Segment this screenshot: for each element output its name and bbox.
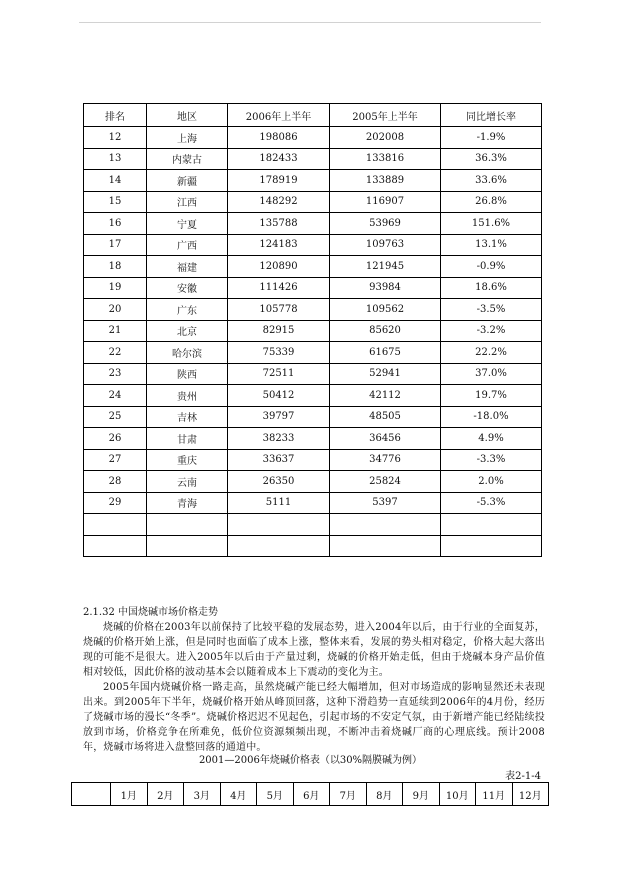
month-cell: 8月 xyxy=(366,783,403,806)
price-table-number: 表2-1-4 xyxy=(505,771,541,782)
month-header-row xyxy=(72,783,549,806)
value-2006-cell: 75339 xyxy=(228,342,330,364)
rank-cell: 29 xyxy=(84,492,147,514)
table-row xyxy=(84,471,542,493)
month-cell: 6月 xyxy=(293,783,330,806)
rank-cell: 17 xyxy=(84,234,147,256)
rank-cell: 20 xyxy=(84,299,147,321)
region-cell: 吉林 xyxy=(147,406,228,428)
yoy-cell: 22.2% xyxy=(441,342,542,364)
table-row xyxy=(84,191,542,213)
yoy-cell: -3.2% xyxy=(441,320,542,342)
yoy-cell: 2.0% xyxy=(441,471,542,493)
rank-cell: 27 xyxy=(84,449,147,471)
value-2005-cell: 133889 xyxy=(330,170,441,192)
yoy-cell: -3.5% xyxy=(441,299,542,321)
ranking-table-body xyxy=(84,127,542,557)
month-cell: 4月 xyxy=(220,783,257,806)
region-cell: 江西 xyxy=(147,191,228,213)
value-2005-cell: 133816 xyxy=(330,148,441,170)
table-row xyxy=(84,256,542,278)
rank-cell: 22 xyxy=(84,342,147,364)
value-2005-cell: 61675 xyxy=(330,342,441,364)
rank-cell: 14 xyxy=(84,170,147,192)
rank-cell: 28 xyxy=(84,471,147,493)
month-cell: 9月 xyxy=(403,783,440,806)
value-2005-cell: 34776 xyxy=(330,449,441,471)
value-2005-cell: 36456 xyxy=(330,428,441,450)
table-row xyxy=(84,363,542,385)
empty-cell xyxy=(228,514,330,536)
yoy-cell: 4.9% xyxy=(441,428,542,450)
rank-cell: 13 xyxy=(84,148,147,170)
rank-cell: 26 xyxy=(84,428,147,450)
region-cell: 重庆 xyxy=(147,449,228,471)
value-2005-cell: 52941 xyxy=(330,363,441,385)
table-row xyxy=(84,170,542,192)
rank-cell: 16 xyxy=(84,213,147,235)
value-2005-cell: 48505 xyxy=(330,406,441,428)
value-2005-cell: 109763 xyxy=(330,234,441,256)
month-cell: 2月 xyxy=(147,783,184,806)
value-2006-cell: 111426 xyxy=(228,277,330,299)
month-cell: 11月 xyxy=(476,783,513,806)
month-cell: 5月 xyxy=(257,783,294,806)
yoy-cell: 37.0% xyxy=(441,363,542,385)
empty-cell xyxy=(330,514,441,536)
rank-cell: 18 xyxy=(84,256,147,278)
empty-cell xyxy=(228,535,330,557)
month-cell: 12月 xyxy=(512,783,549,806)
empty-table-row xyxy=(84,514,542,536)
price-trend-section xyxy=(83,605,545,755)
value-2005-cell: 42112 xyxy=(330,385,441,407)
empty-cell xyxy=(147,514,228,536)
empty-cell xyxy=(441,535,542,557)
region-cell: 甘肃 xyxy=(147,428,228,450)
table-row xyxy=(84,213,542,235)
yoy-cell: 19.7% xyxy=(441,385,542,407)
region-cell: 安徽 xyxy=(147,277,228,299)
value-2006-cell: 72511 xyxy=(228,363,330,385)
value-2005-cell: 109562 xyxy=(330,299,441,321)
table-row xyxy=(84,385,542,407)
rank-cell: 12 xyxy=(84,127,147,149)
month-cell: 7月 xyxy=(330,783,367,806)
table-row xyxy=(84,428,542,450)
value-2006-cell: 120890 xyxy=(228,256,330,278)
yoy-cell: 18.6% xyxy=(441,277,542,299)
yoy-cell: -3.3% xyxy=(441,449,542,471)
table-row xyxy=(84,127,542,149)
region-cell: 上海 xyxy=(147,127,228,149)
section-title: 2.1.32 中国烧碱市场价格走势 xyxy=(83,607,218,618)
yoy-cell: -1.9% xyxy=(441,127,542,149)
value-2006-cell: 33637 xyxy=(228,449,330,471)
empty-cell xyxy=(441,514,542,536)
table-row xyxy=(84,234,542,256)
value-2006-cell: 135788 xyxy=(228,213,330,235)
value-2006-cell: 105778 xyxy=(228,299,330,321)
section-paragraph-1: 烧碱的价格在2003年以前保持了比较平稳的发展态势，进入2004年以后，由于行业的全面复苏，烧碱的价格开始上涨，但是同时也面临了成本上涨，整体来看，发展的势头相对稳定，价格大起大落出现的可能不是很大。进入2005年以后由于产量过剩，烧碱的价格开始走低，但由于烧碱本身产品价值相对较低，因此价格的波动基本会以随着成本上下震动的变化为主。 xyxy=(83,622,545,678)
yoy-cell: -18.0% xyxy=(441,406,542,428)
yoy-cell: 151.6% xyxy=(441,213,542,235)
page-header-rule xyxy=(79,22,541,23)
table-row xyxy=(84,148,542,170)
rank-cell: 15 xyxy=(84,191,147,213)
value-2005-cell: 85620 xyxy=(330,320,441,342)
section-paragraph-2: 2005年国内烧碱价格一路走高，虽然烧碱产能已经大幅增加，但对市场造成的影响显然还未表现出来。到2005年下半年，烧碱价格开始从峰顶回落，这种下滑趋势一直延续到2006年的4月份，经历了烧碱市场的漫长“冬季”。烧碱价格迟迟不见起色，引起市场的不安定气氛，由于新增产能已经陆续投放到市场，价格竞争在所难免，低价位资源频频出现，不断冲击着烧碱厂商的心理底线。预计2008年，烧碱市场将进入盘整回落的通道中。 xyxy=(83,682,545,753)
empty-cell xyxy=(84,535,147,557)
empty-table-row xyxy=(84,535,542,557)
value-2006-cell: 26350 xyxy=(228,471,330,493)
table-header-row xyxy=(84,104,542,127)
table-row xyxy=(84,277,542,299)
region-cell: 广西 xyxy=(147,234,228,256)
month-cell: 3月 xyxy=(184,783,221,806)
value-2005-cell: 93984 xyxy=(330,277,441,299)
table-row xyxy=(84,406,542,428)
yoy-cell: 26.8% xyxy=(441,191,542,213)
empty-cell xyxy=(330,535,441,557)
empty-cell xyxy=(84,514,147,536)
header-rank: 排名 xyxy=(84,104,147,127)
value-2005-cell: 53969 xyxy=(330,213,441,235)
rank-cell: 24 xyxy=(84,385,147,407)
value-2006-cell: 182433 xyxy=(228,148,330,170)
empty-cell xyxy=(147,535,228,557)
value-2005-cell: 116907 xyxy=(330,191,441,213)
value-2006-cell: 82915 xyxy=(228,320,330,342)
value-2005-cell: 202008 xyxy=(330,127,441,149)
region-cell: 广东 xyxy=(147,299,228,321)
month-cell: 10月 xyxy=(439,783,476,806)
month-cell: 1月 xyxy=(111,783,148,806)
region-cell: 青海 xyxy=(147,492,228,514)
rank-cell: 23 xyxy=(84,363,147,385)
region-cell: 北京 xyxy=(147,320,228,342)
yoy-cell: -0.9% xyxy=(441,256,542,278)
value-2005-cell: 5397 xyxy=(330,492,441,514)
table-row xyxy=(84,492,542,514)
yoy-cell: 36.3% xyxy=(441,148,542,170)
value-2006-cell: 50412 xyxy=(228,385,330,407)
table-row xyxy=(84,299,542,321)
region-ranking-table xyxy=(83,103,542,557)
region-cell: 陕西 xyxy=(147,363,228,385)
region-cell: 福建 xyxy=(147,256,228,278)
region-cell: 内蒙古 xyxy=(147,148,228,170)
price-table xyxy=(71,782,549,806)
value-2006-cell: 124183 xyxy=(228,234,330,256)
region-cell: 哈尔滨 xyxy=(147,342,228,364)
value-2006-cell: 38233 xyxy=(228,428,330,450)
value-2005-cell: 25824 xyxy=(330,471,441,493)
value-2006-cell: 5111 xyxy=(228,492,330,514)
value-2006-cell: 148292 xyxy=(228,191,330,213)
yoy-cell: -5.3% xyxy=(441,492,542,514)
region-cell: 宁夏 xyxy=(147,213,228,235)
region-cell: 云南 xyxy=(147,471,228,493)
header-region: 地区 xyxy=(147,104,228,127)
header-yoy-growth: 同比增长率 xyxy=(441,104,542,127)
value-2006-cell: 39797 xyxy=(228,406,330,428)
region-cell: 贵州 xyxy=(147,385,228,407)
header-2005-h1: 2005年上半年 xyxy=(330,104,441,127)
header-2006-h1: 2006年上半年 xyxy=(228,104,330,127)
region-cell: 新疆 xyxy=(147,170,228,192)
table-row xyxy=(84,342,542,364)
value-2005-cell: 121945 xyxy=(330,256,441,278)
corner-cell xyxy=(72,783,111,806)
price-table-caption: 2001—2006年烧碱价格表（以30%隔膜碱为例） xyxy=(198,755,423,766)
value-2006-cell: 198086 xyxy=(228,127,330,149)
table-row xyxy=(84,320,542,342)
yoy-cell: 33.6% xyxy=(441,170,542,192)
rank-cell: 21 xyxy=(84,320,147,342)
rank-cell: 19 xyxy=(84,277,147,299)
table-row xyxy=(84,449,542,471)
value-2006-cell: 178919 xyxy=(228,170,330,192)
yoy-cell: 13.1% xyxy=(441,234,542,256)
rank-cell: 25 xyxy=(84,406,147,428)
